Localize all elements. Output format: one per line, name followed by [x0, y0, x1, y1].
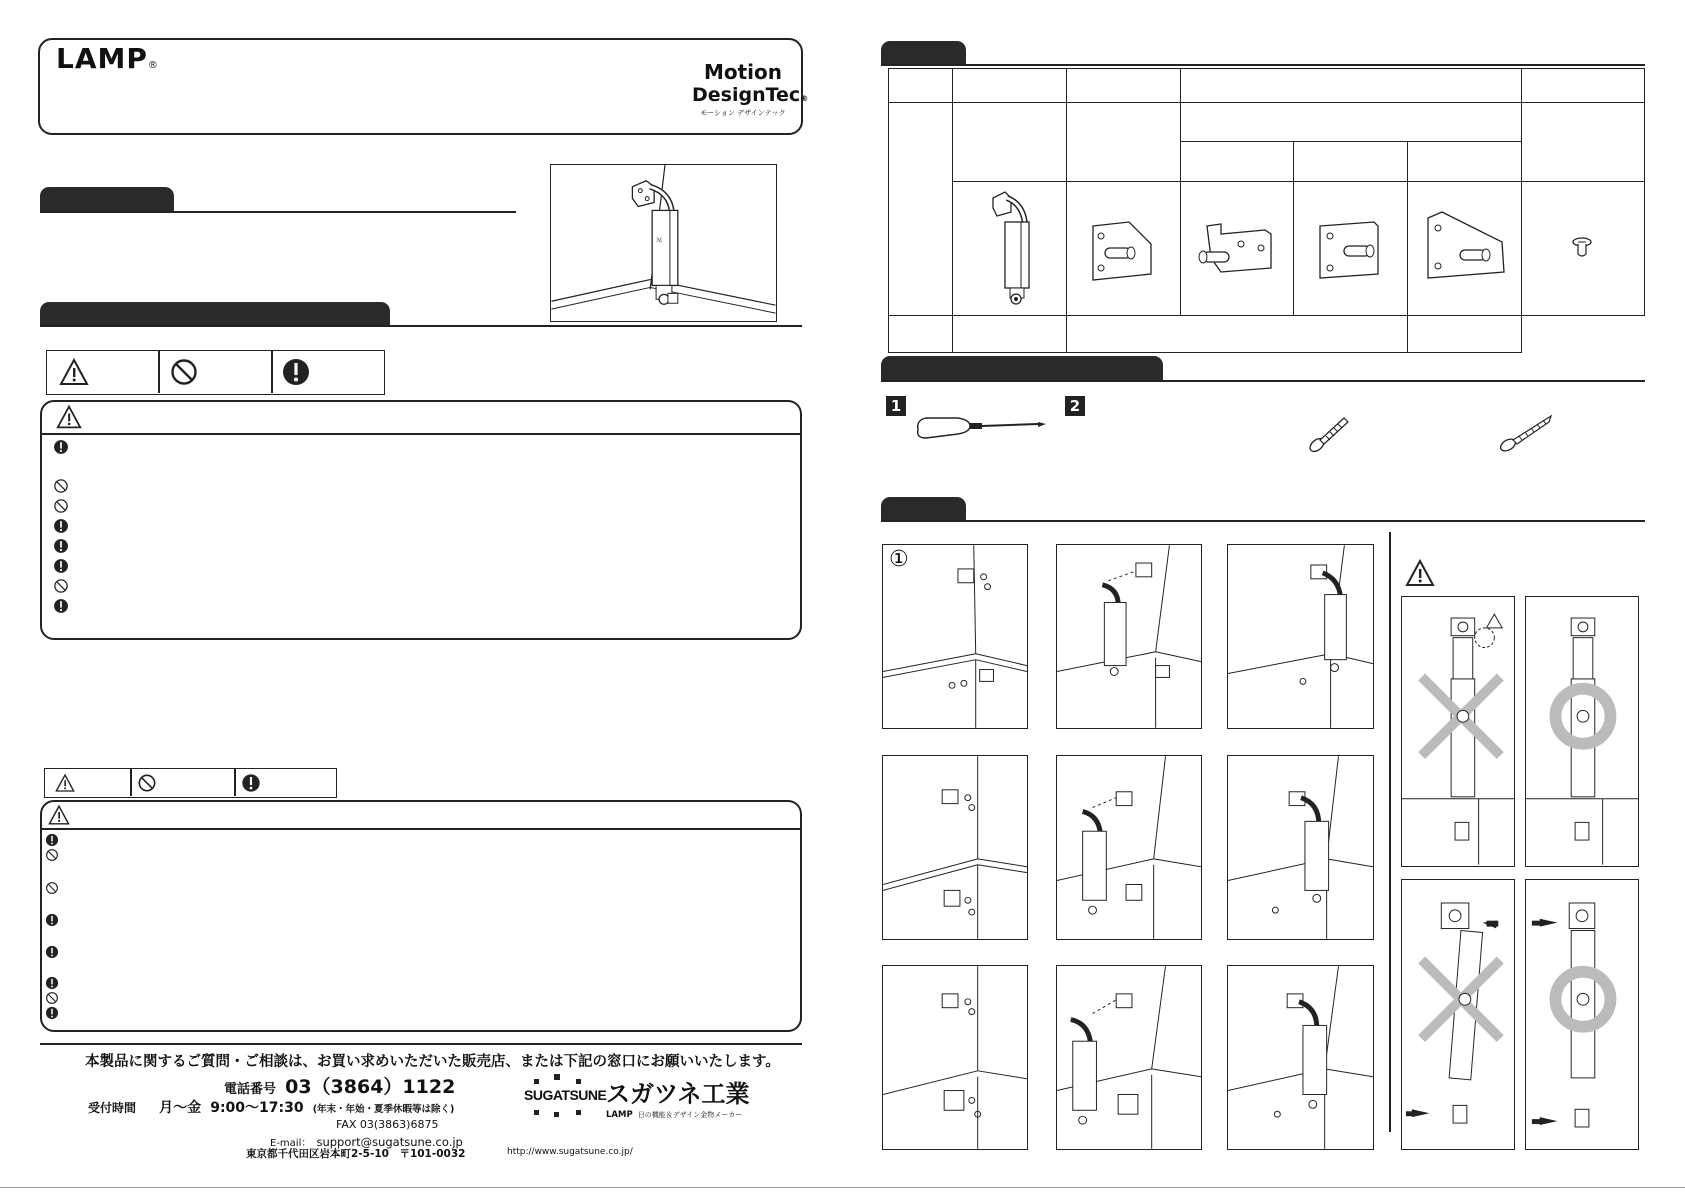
prohibited-icon: [45, 848, 59, 862]
tool-step-2-badge: 2: [1065, 396, 1085, 416]
hours-line: [88, 1097, 454, 1117]
install-frame-1-1: [882, 544, 1028, 729]
part-bracket-d: [1407, 182, 1521, 316]
part-bracket-a: [1067, 182, 1181, 316]
section-rule-install: [881, 520, 1645, 522]
section-tab-parts: [881, 41, 966, 65]
mandatory-icon: [241, 773, 261, 793]
caution-warning-icon: [1405, 558, 1435, 588]
address: 東京都千代田区岩本町2-5-10 〒101-0032: [246, 1148, 466, 1160]
install-step-number: ①: [889, 547, 909, 572]
prohibited-icon: [53, 478, 69, 494]
email-label: E-mail：: [270, 1138, 312, 1149]
company-tagline: [606, 1102, 742, 1121]
motion-logo-line1: Motion: [703, 60, 783, 84]
section-tab-install: [881, 497, 966, 521]
svg-text:ℳ: ℳ: [656, 238, 663, 245]
motion-logo-sub: モーション デザインテック: [700, 109, 786, 117]
mandatory-icon: [45, 833, 59, 847]
mandatory-icon: [45, 976, 59, 990]
install-frame-1-2: [1056, 544, 1202, 729]
hazard-legend-top: [46, 350, 385, 395]
caution-wrong-1: [1401, 596, 1515, 867]
warning-box-top-header-icon: [56, 404, 82, 430]
part-stay-unit: [953, 182, 1067, 316]
motion-logo-reg: ®: [800, 94, 809, 103]
mandatory-icon: [53, 558, 69, 574]
mandatory-icon: [53, 538, 69, 554]
install-divider: [1389, 532, 1391, 1132]
install-frame-1-3: [1227, 544, 1374, 729]
prohibited-icon: [45, 881, 59, 895]
section-tab-features: [40, 187, 174, 211]
section-tab-safety: [40, 302, 390, 326]
prohibited-icon: [53, 498, 69, 514]
sugatsune-logo: [524, 1074, 607, 1116]
lamp-logo-reg: ®: [147, 60, 159, 71]
website-url[interactable]: http://www.sugatsune.co.jp/: [507, 1147, 633, 1157]
email-address[interactable]: support@sugatsune.co.jp: [316, 1135, 463, 1149]
install-frame-3-2: [1056, 965, 1202, 1150]
phone-number: 03（3864）1122: [285, 1076, 456, 1098]
screwdriver-icon: [912, 408, 1047, 448]
install-frame-2-3: [1227, 755, 1374, 940]
tagline-text: 日の機能＆デザイン金物メーカー: [637, 1111, 743, 1119]
install-frame-2-1: [882, 755, 1028, 940]
hazard-legend-bottom: [44, 768, 337, 798]
install-frame-3-1: [882, 965, 1028, 1150]
mandatory-icon: [45, 1006, 59, 1020]
tool-step-1-badge: 1: [886, 396, 906, 416]
sugatsune-logo-text: SUGATSUNE: [524, 1087, 607, 1103]
wood-screw-icon: [1497, 410, 1557, 454]
phone-line: [224, 1072, 455, 1099]
hours-time: 9:00〜17:30: [210, 1100, 304, 1116]
part-bracket-b: [1180, 182, 1293, 316]
install-frame-3-3: [1227, 965, 1374, 1150]
warning-box-bottom-divider: [41, 828, 801, 830]
prohibited-icon: [45, 991, 59, 1005]
warning-box-top: [40, 400, 802, 640]
phone-label: 電話番号: [224, 1082, 277, 1097]
section-rule-tools: [881, 380, 1645, 382]
warning-box-bottom: [40, 800, 802, 1032]
prohibited-icon: [53, 578, 69, 594]
warning-icon: [59, 357, 89, 387]
lamp-logo-text: LAMP: [56, 42, 148, 75]
motion-designtec-logo: [692, 60, 809, 118]
hours-label: 受付時間: [88, 1101, 137, 1115]
caution-right-2: [1525, 879, 1639, 1150]
part-bracket-c: [1293, 182, 1407, 316]
prohibited-icon: [169, 357, 199, 387]
mandatory-icon: [45, 945, 59, 959]
part-screw: [1521, 182, 1644, 316]
product-illustration: [550, 164, 777, 322]
mandatory-icon: [281, 357, 311, 387]
section-tab-tools: [881, 356, 1163, 380]
section-rule-features: [40, 211, 516, 213]
warning-icon: [55, 773, 75, 793]
contact-intro: 本製品に関するご質問・ご相談は、お買い求めいただいた販売店、または下記の窓口にお願いいたします。: [85, 1054, 780, 1070]
fax: FAX 03(3863)6875: [336, 1118, 439, 1131]
parts-table: [888, 68, 1645, 353]
machine-screw-icon: [1306, 412, 1356, 454]
hours-days: 月〜金: [159, 1100, 202, 1116]
section-rule-parts: [881, 64, 1645, 66]
motion-logo-line2: DesignTec: [692, 84, 801, 106]
mandatory-icon: [53, 598, 69, 614]
caution-wrong-2: [1401, 879, 1515, 1150]
contact-rule: [40, 1043, 802, 1045]
section-rule-safety: [40, 325, 802, 327]
mandatory-icon: [45, 913, 59, 927]
mandatory-icon: [53, 439, 69, 455]
mandatory-icon: [53, 518, 69, 534]
tagline-brand: LAMP: [606, 1110, 633, 1120]
prohibited-icon: [137, 773, 157, 793]
company-name: スガツネ工業: [606, 1080, 750, 1108]
install-frame-2-2: [1056, 755, 1202, 940]
caution-right-1: [1525, 596, 1639, 867]
warning-box-top-divider: [41, 433, 801, 435]
warning-box-bottom-header-icon: [48, 804, 70, 826]
lamp-logo: [56, 42, 159, 75]
page-bottom-rule: [0, 1187, 1685, 1188]
hours-note: (年末・年始・夏季休暇等は除く): [312, 1104, 455, 1115]
